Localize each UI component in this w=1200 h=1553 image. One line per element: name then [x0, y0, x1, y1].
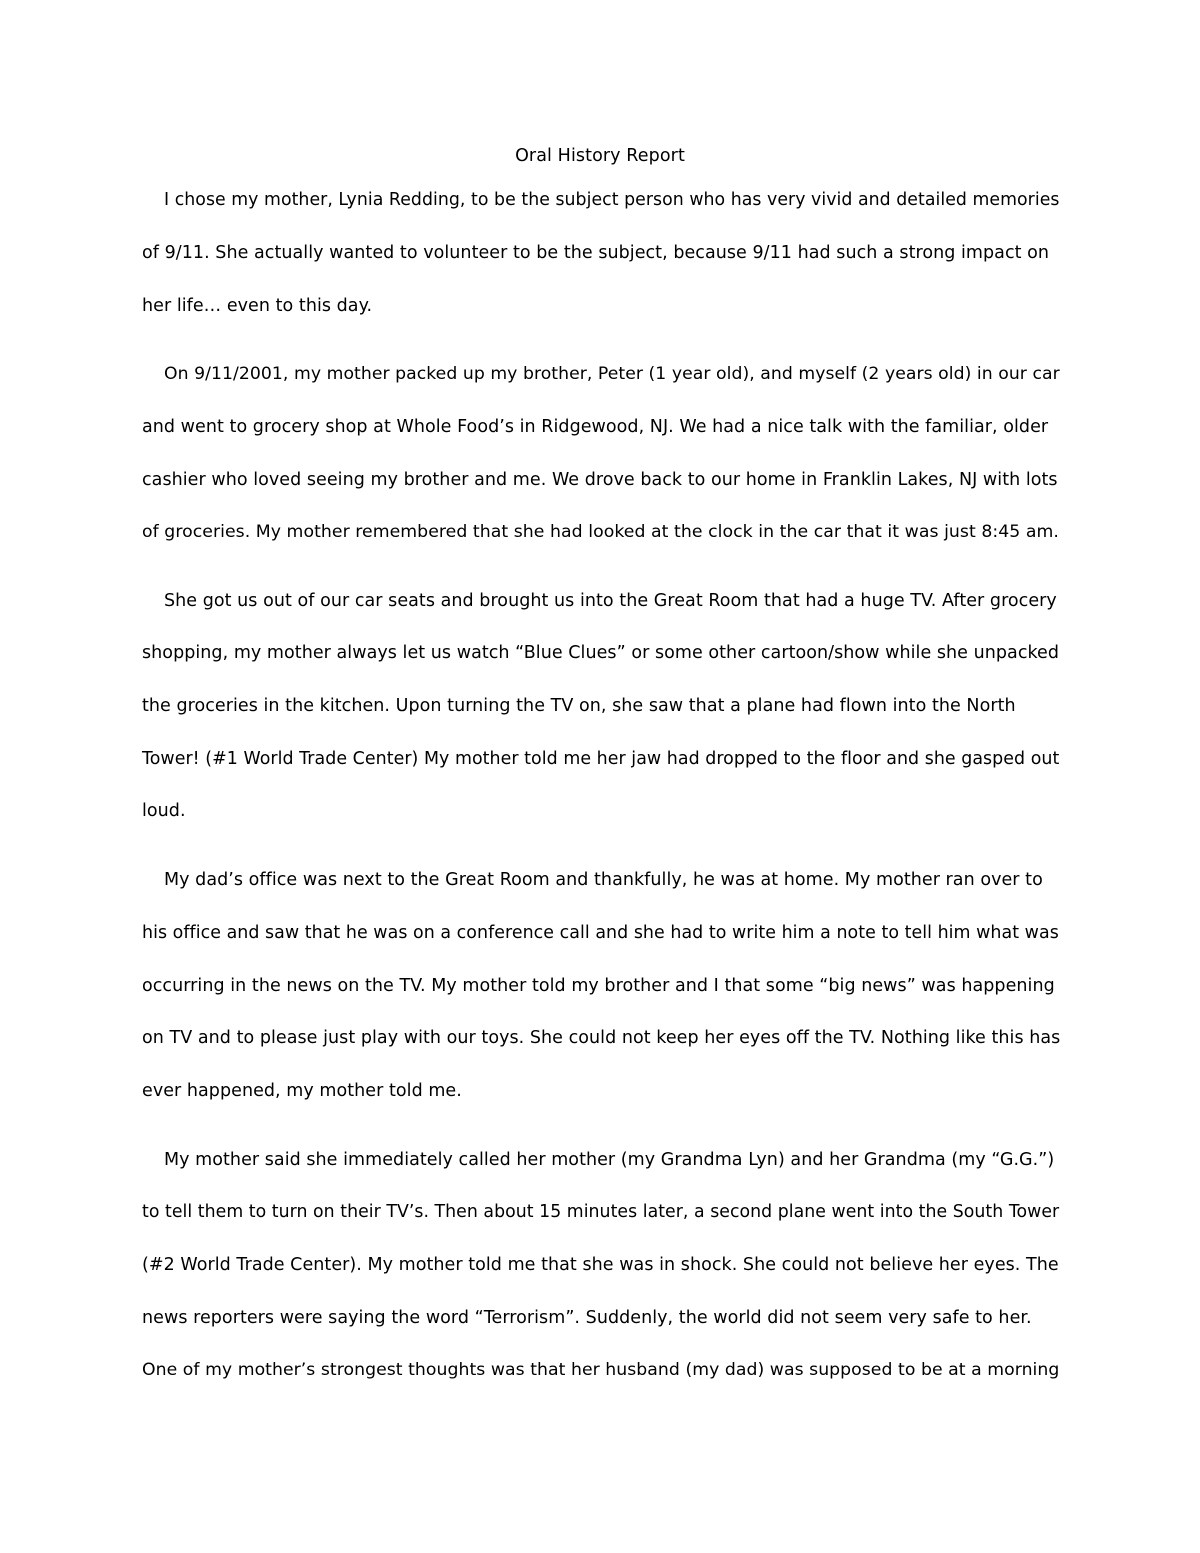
text-line: loud. — [142, 801, 186, 821]
text-line: My mother said she immediately called her mother (my Grandma Lyn) and her Grandma (my “G.G.”) — [164, 1150, 1055, 1170]
text-line: to tell them to turn on their TV’s. Then about 15 minutes later, a second plane went into the South Tower — [142, 1202, 1060, 1222]
text-line: My dad’s office was next to the Great Room and thankfully, he was at home. My mother ran over to — [164, 870, 1043, 890]
text-line: cashier who loved seeing my brother and me. We drove back to our home in Franklin Lakes, NJ with lots — [142, 470, 1058, 490]
text-line: of 9/11. She actually wanted to volunteer to be the subject, because 9/11 had such a strong impact on — [142, 243, 1050, 263]
text-line: of groceries. My mother remembered that she had looked at the clock in the car that it was just 8:45 am. — [142, 522, 1059, 542]
text-line: shopping, my mother always let us watch “Blue Clues” or some other cartoon/show while she unpacked — [142, 643, 1060, 663]
document-title: Oral History Report — [515, 146, 685, 166]
text-line: On 9/11/2001, my mother packed up my brother, Peter (1 year old), and myself (2 years old) in our car — [164, 364, 1060, 384]
text-line: news reporters were saying the word “Terrorism”. Suddenly, the world did not seem very safe to her. — [142, 1308, 1032, 1328]
text-line: ever happened, my mother told me. — [142, 1081, 462, 1101]
text-line: and went to grocery shop at Whole Food’s in Ridgewood, NJ. We had a nice talk with the familiar, older — [142, 417, 1049, 437]
text-line: the groceries in the kitchen. Upon turning the TV on, she saw that a plane had flown into the North — [142, 696, 1016, 716]
text-line: (#2 World Trade Center). My mother told me that she was in shock. She could not believe her eyes. The — [142, 1255, 1059, 1275]
text-line: I chose my mother, Lynia Redding, to be the subject person who has very vivid and detailed memories — [164, 190, 1060, 210]
text-line: her life… even to this day. — [142, 296, 373, 316]
text-line: She got us out of our car seats and brought us into the Great Room that had a huge TV. After grocery — [164, 591, 1057, 611]
text-line: on TV and to please just play with our toys. She could not keep her eyes off the TV. Nothing like this has — [142, 1028, 1061, 1048]
text-line: Tower! (#1 World Trade Center) My mother told me her jaw had dropped to the floor and she gasped out — [142, 749, 1060, 769]
text-line: One of my mother’s strongest thoughts was that her husband (my dad) was supposed to be at a morning — [142, 1360, 1060, 1380]
text-line: his office and saw that he was on a conference call and she had to write him a note to tell him what was — [142, 923, 1059, 943]
text-line: occurring in the news on the TV. My mother told my brother and I that some “big news” was happening — [142, 976, 1055, 996]
